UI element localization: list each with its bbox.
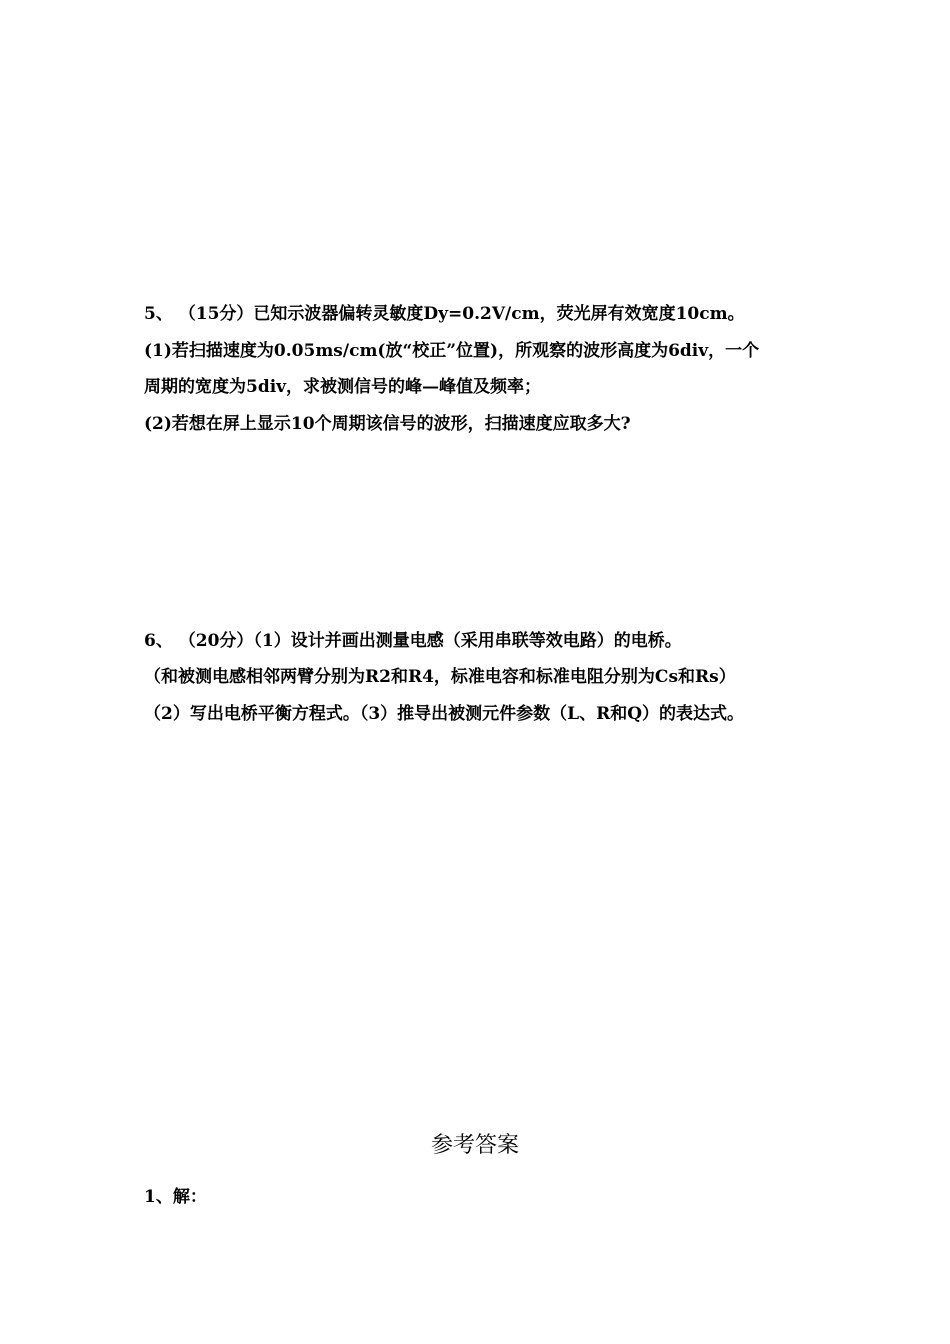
question-6-line-2: （和被测电感相邻两臂分别为R2和R4，标准电容和标准电阻分别为Cs和Rs） [144,667,736,687]
question-5-line-2: (1)若扫描速度为0.05ms/cm(放“校正”位置)，所观察的波形高度为6div，一个 [144,341,760,361]
question-5-line-3: 周期的宽度为5div，求被测信号的峰—峰值及频率； [144,377,542,397]
question-6-line-1: 6、 （20分）（1）设计并画出测量电感（采用串联等效电路）的电桥。 [144,631,682,651]
question-5-line-4: (2)若想在屏上显示10个周期该信号的波形，扫描速度应取多大? [144,414,631,434]
answer-1-label: 1、解： [144,1187,207,1207]
question-6-line-3: （2）写出电桥平衡方程式。（3）推导出被测元件参数（L、R和Q）的表达式。 [144,704,745,724]
question-5-line-1: 5、 （15分）已知示波器偏转灵敏度Dy=0.2V/cm，荧光屏有效宽度10cm。 [144,304,745,324]
answers-heading: 参考答案 [430,1133,519,1158]
